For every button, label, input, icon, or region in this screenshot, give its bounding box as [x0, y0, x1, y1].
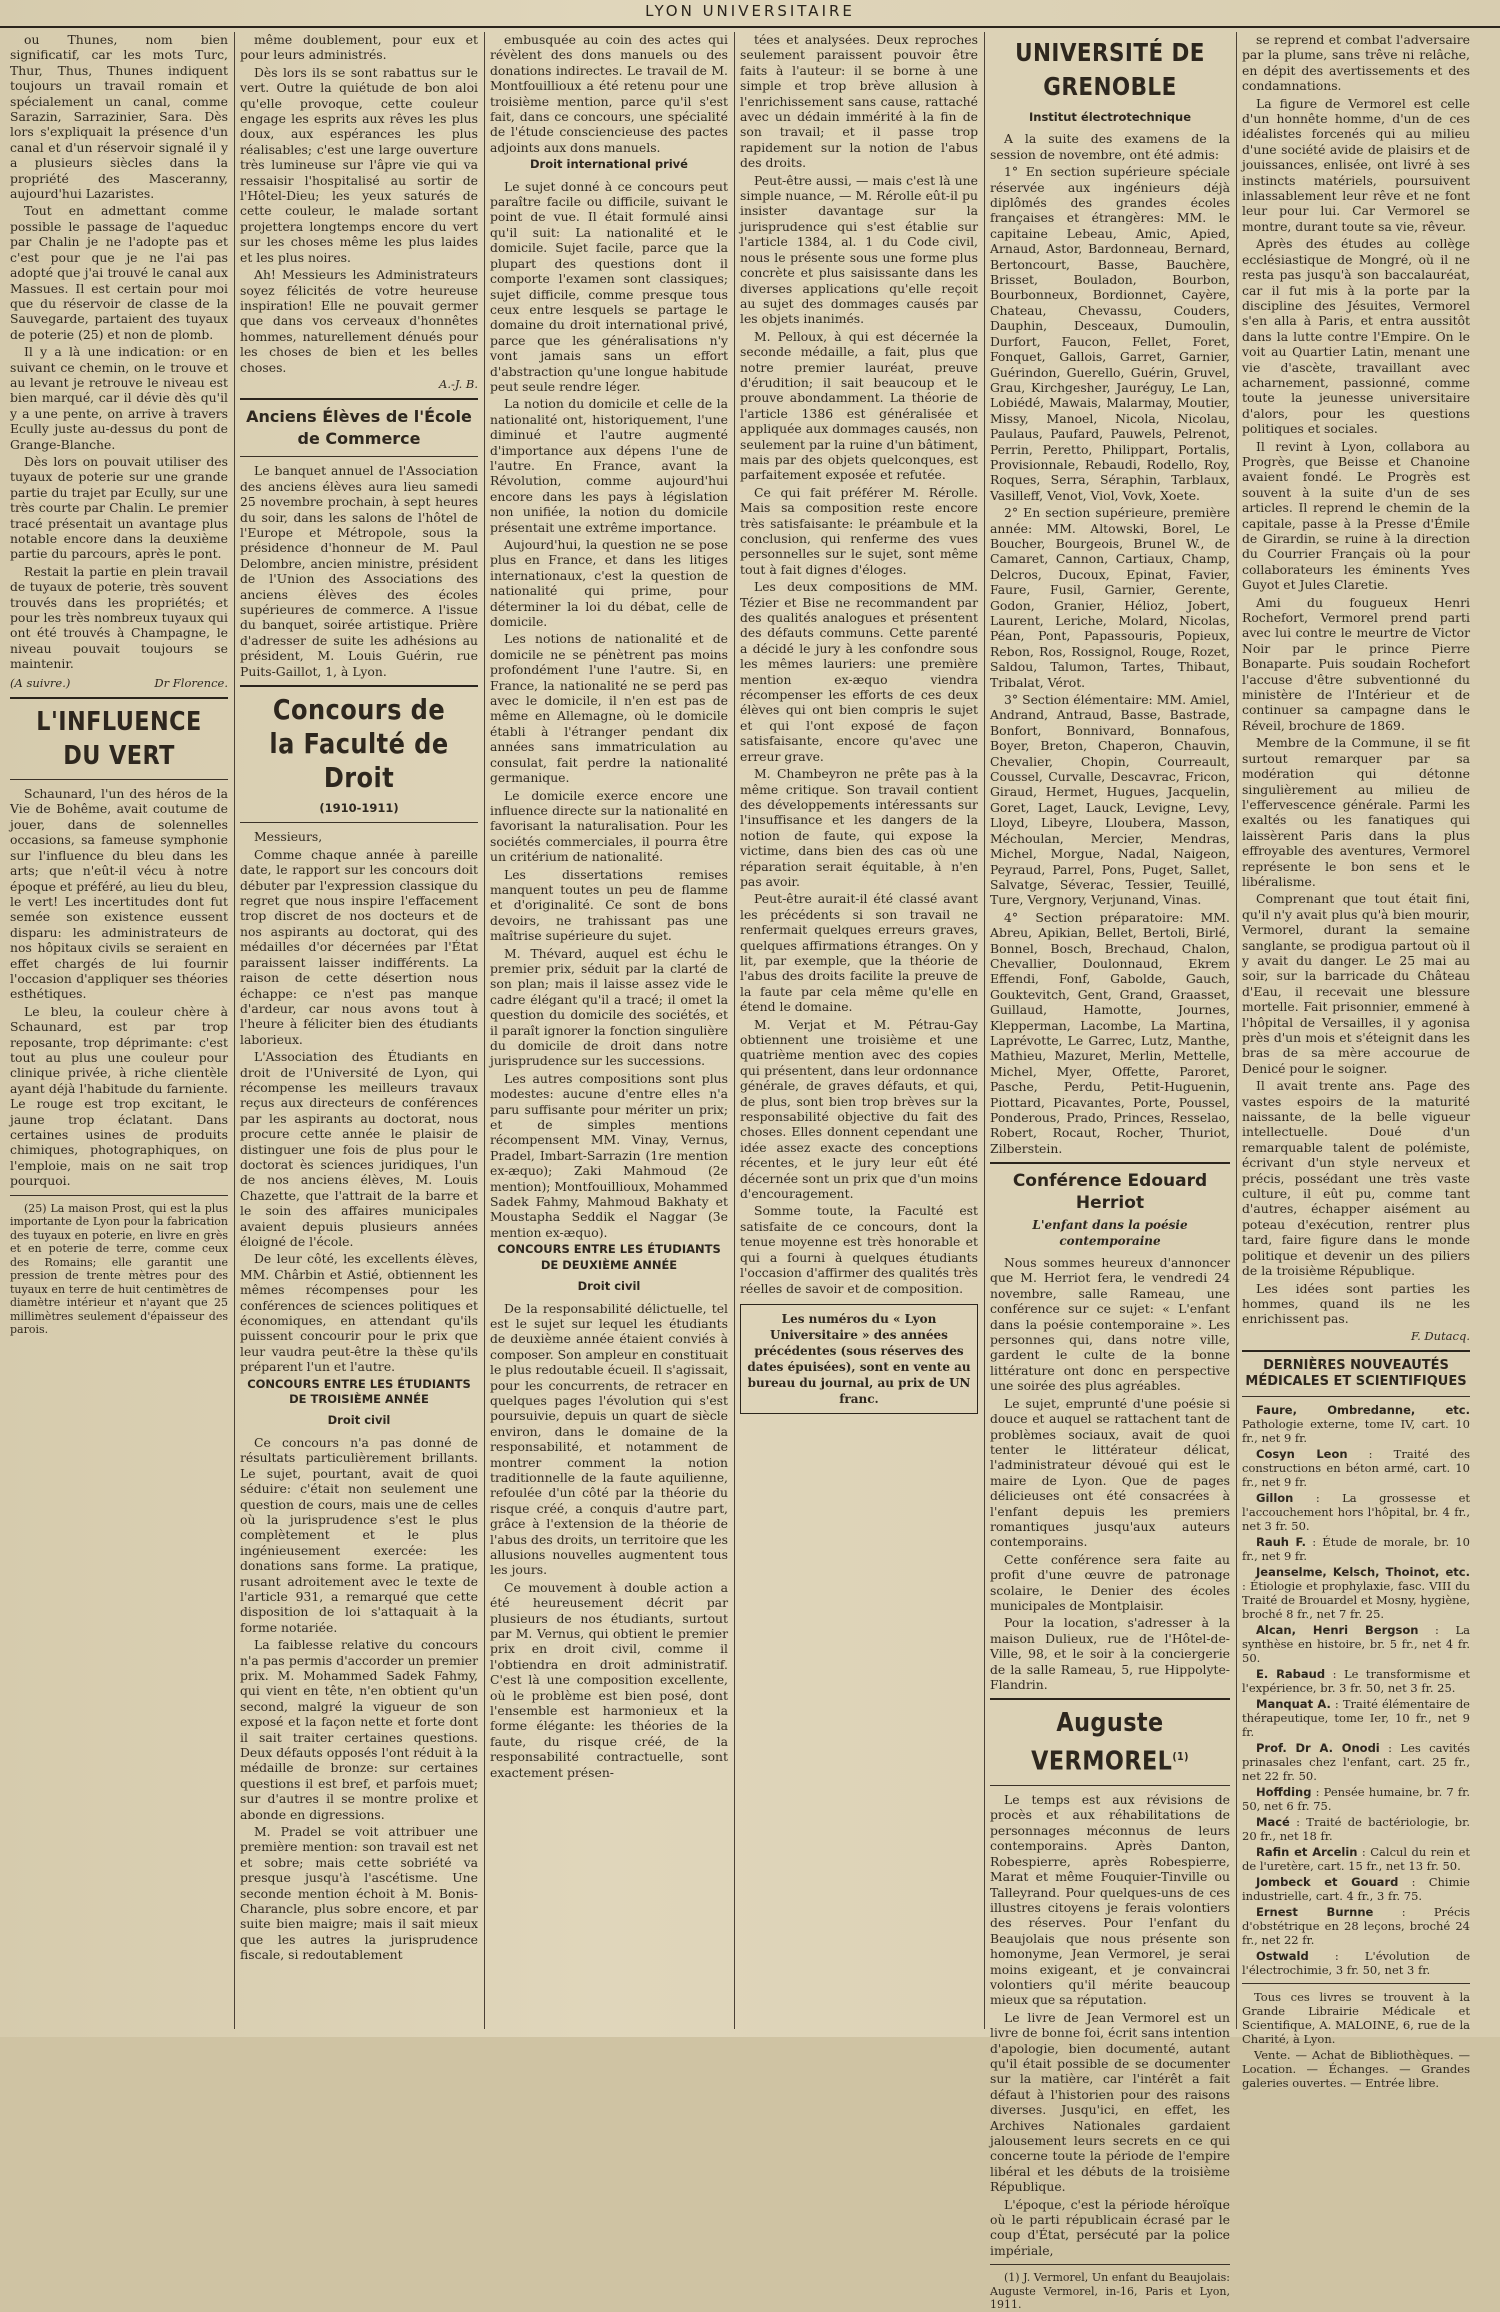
paragraph: Dès lors ils se sont rabattus sur le vert. Outre la quiétude de bon aloi qu'elle provoque, cette couleur engage les esprits aux rêves les plus doux, aux espérances les plus réalisables; c'est une large ouverture très lumineuse sur l'âpre vie qui va ressaisir l'hospitalisé au sortir de l'Hôtel-Dieu; les yeux saturés de cette couleur, le malade sortant projettera longtemps encore du vert sur les choses même les plus laides et les plus noires.	[240, 64, 478, 265]
paragraph: Le banquet annuel de l'Association des anciens élèves aura lieu samedi 25 novembre prochain, à sept heures du soir, dans les salons de l'hôtel de l'Europe et Métropole, sous la présidence d'honneur de M. Paul Delombre, ancien ministre, président de l'Union des Associations des anciens élèves des écoles supérieures de commerce. A l'issue du banquet, soirée artistique. Prière d'adresser de suite les adhésions au président, M. Louis Guérin, rue Puits-Gaillot, 1, à Lyon.	[240, 463, 478, 679]
book-entry	[1242, 1565, 1470, 1621]
paragraph: Les dissertations remises manquent toutes un peu de flamme et d'originalité. Ce sont de bons devoirs, ne trahissant pas une maîtrise supérieure du sujet.	[490, 866, 728, 944]
book-author: Jeanselme, Kelsch, Thoinot, etc.	[1256, 1565, 1470, 1580]
paragraph: Ce qui fait préférer M. Rérolle. Mais sa composition reste encore très satisfaisante: le préambule et la conclusion, qui renferme des vues personnelles sur le sujet, sont même tout à fait dignes d'éloges.	[740, 484, 978, 577]
signature: A.-J. B.	[439, 376, 478, 391]
section-heading: Droit international privé	[530, 157, 688, 172]
book-entry	[1242, 1491, 1470, 1533]
book-author: Gillon	[1256, 1491, 1294, 1506]
column-5	[990, 32, 1230, 2312]
section-subheading: Droit civil	[577, 1279, 641, 1294]
paragraph: ou Thunes, nom bien significatif, car les mots Turc, Thur, Thus, Thunes indiquent toujours un travail romain et spécialement un canal, comme Sarazin, Sarrazinier, Sara. Dès lors s'expliquait la présence d'un canal et d'un réservoir signalé il y a plusieurs siècles dans la propriété des Masceranny, aujourd'hui Lazaristes.	[10, 32, 228, 202]
paragraph: Le temps est aux révisions de procès et aux réhabilitations de personnages méconnus de leurs contemporains. Après Danton, Robespierre, après Robespierre, Marat et même Fouquier-Tinville ou Talleyrand. Pour quelques-uns de ces illustres citoyens je ferais volontiers des réserves. Pour l'enfant du Beaujolais que nous présente son homonyme, Jean Vermorel, je serai moins exigeant, et je convaincrai volontiers qu'il mérite beaucoup mieux que sa réputation.	[990, 1792, 1230, 2008]
book-entry	[1242, 1785, 1470, 1813]
paragraph: Comprenant que tout était fini, qu'il n'y avait plus qu'à bien mourir, Vermorel, durant la semaine sanglante, se prodigua partout où il y avait du danger. Le 25 mai au soir, sur la barricade du Château d'Eau, il recevait une blessure mortelle. Fait prisonnier, emmené à l'hôpital de Versailles, il y agonisa près d'un mois et s'éteignit dans les bras de sa mère accourue de Denicé pour le soigner.	[1242, 891, 1470, 1076]
book-details: : Le transformisme et l'expérience, br. 3 fr. 50, net 3 fr. 25.	[1242, 1667, 1470, 1696]
paragraph: Le sujet, emprunté d'une poésie si douce et auquel se rattachent tant de problèmes sociaux, avait de quoi tenter le littérateur délicat, l'administrateur dévoué qui est le maire de Lyon. Que de pages délicieuses ont été consacrées à l'enfant depuis les premiers romantiques jusqu'aux auteurs contemporains.	[990, 1395, 1230, 1550]
book-author: Hoffding	[1256, 1785, 1312, 1800]
years-subtitle: (1910-1911)	[319, 801, 399, 816]
book-entry	[1242, 1667, 1470, 1695]
paragraph: 4° Section préparatoire: MM. Abreu, Apikian, Bellet, Bertoli, Birlé, Bonnel, Bosch, Brechaud, Chalon, Chevallier, Doulonnaud, Ekrem Effendi, Fonf, Gabolde, Gauch, Gouktevitch, Gent, Grand, Graasset, Guillaud, Hamotte, Journes, Klepperman, Lacombe, La Martina, Laprévotte, Le Garrec, Lutz, Manthe, Mathieu, Mazuret, Merlin, Mettelle, Michel, Myer, Offette, Paroret, Pasche, Perdu, Petit-Huguenin, Piottard, Picavantes, Porte, Poussel, Ponderous, Prado, Princes, Resselao, Robert, Rocaut, Rocher, Thuriot, Zilberstein.	[990, 909, 1230, 1156]
paragraph: se reprend et combat l'adversaire par la plume, sans trêve ni relâche, en dépit des avertissements et des condamnations.	[1242, 32, 1470, 94]
book-author: Ostwald	[1256, 1949, 1309, 1964]
headline-influence-du-vert: L'INFLUENCE DU VERT	[36, 707, 202, 772]
bookshop-notice: Tous ces livres se trouvent à la Grande Librairie Médicale et Scientifique, A. MALOINE, 6, rue de la Charité, à Lyon.	[1242, 1990, 1470, 2047]
column-4	[740, 32, 978, 2031]
paragraph: 3° Section élémentaire: MM. Amiel, Andrand, Antraud, Basse, Bastrade, Bonfort, Bonnivard, Bonnafous, Boyer, Breton, Chaperon, Chauvin, Chevalier, Chopin, Courreault, Coussel, Curvalle, Descavrac, Fricon, Giraud, Hermet, Hugues, Jacquelin, Goret, Laget, Lauck, Levigne, Levy, Lloyd, Libeyre, Lloubera, Masson, Méchoulan, Mercier, Mendras, Michel, Morgue, Nadal, Naigeon, Peyraud, Parrel, Pons, Puget, Sallet, Salvatge, Séverac, Tessier, Teuillé, Ture, Vergnory, Verjunand, Vinas.	[990, 692, 1230, 908]
paragraph: 2° En section supérieure, première année: MM. Altowski, Borel, Le Boucher, Bourgeois, Brunel W., de Camaret, Cannon, Cartiaux, Champ, Delcros, Ducoux, Epinat, Favier, Faure, Fusil, Garnier, Gerente, Godon, Granier, Hélioz, Jobert, Laurent, Leriche, Molard, Nicolas, Péan, Pont, Papassouris, Popieux, Rebon, Ros, Rossignol, Rouge, Rozet, Saldou, Talumon, Tartes, Thibaut, Tribalat, Vérot.	[990, 505, 1230, 690]
book-entry	[1242, 1875, 1470, 1903]
paragraph: tées et analysées. Deux reproches seulement paraissent pouvoir être faits à l'auteur: il se borne à une simple et trop brève allusion à l'enrichissement sans cause, rattaché avec un dédain immérité à la fin de son travail; et il passe trop rapidement sur la notion de l'abus des droits.	[740, 32, 978, 171]
paragraph: Restait la partie en plein travail de tuyaux de poterie, très souvent trouvés dans les propriétés; et pour les très nombreux tuyaux qui ont été trouvés à Champagne, le niveau pouvait toujours se maintenir.	[10, 563, 228, 672]
book-details: : La synthèse en histoire, br. 5 fr., net 4 fr. 50.	[1242, 1623, 1470, 1666]
paragraph: A la suite des examens de la session de novembre, ont été admis:	[990, 131, 1230, 162]
column-1	[10, 32, 228, 2031]
paragraph: Les autres compositions sont plus modestes: aucune d'entre elles n'a paru suffisante pour mériter un prix; et de simples mentions récompensent MM. Vinay, Vernus, Pradel, Imbart-Sarrazin (1re mention ex-æquo); Zaki Mahmoud (2e mention); Montfouillioux, Mohammed Sadek Fahmy, Mahmoud Bakhaty et Moustapha Seddik el Naggar (3e mention ex-æquo).	[490, 1070, 728, 1240]
paragraph: L'époque, c'est la période héroïque où le parti républicain écrasé par le coup d'État, persécuté par la police impériale,	[990, 2196, 1230, 2258]
footnote: (25) La maison Prost, qui est la plus importante de Lyon pour la fabrication des tuyaux en poterie, en livre en grès et en poterie de terre, comme ceux des Romains; elle garantit une pression de trente mètres pour des tuyaux en terre de huit centimètres de diamètre intérieur et n'ayant que 25 millimètres seulement d'épaisseur des parois.	[10, 1201, 228, 1337]
paragraph: L'Association des Étudiants en droit de l'Université de Lyon, qui récompense les meilleurs travaux reçus aux directeurs de conférences par les aspirants au doctorat, nous procure cette année le plaisir de distinguer une fois de plus pour le doctorat ès sciences juridiques, l'un de nos anciens élèves, M. Louis Chazette, que l'attrait de la barre et le soin des affaires municipales avaient depuis plusieurs années éloigné de l'école.	[240, 1049, 478, 1249]
paragraph: Peut-être aurait-il été classé avant les précédents si son travail ne renfermait quelques erreurs graves, quelques affirmations étranges. On y lit, par exemple, que la théorie de l'abus des droits facilite la preuve de la faute par cela même qu'elle en étend le domaine.	[740, 891, 978, 1015]
book-entry	[1242, 1697, 1470, 1739]
book-entry	[1242, 1447, 1470, 1489]
section-heading: CONCOURS ENTRE LES ÉTUDIANTS DE TROISIÈME ANNÉE	[247, 1376, 471, 1407]
paragraph: Membre de la Commune, il se fit surtout remarquer par sa modération qui détonne singulièrement au milieu de l'effervescence générale. Parmi les exaltés ou les fanatiques qui laissèrent Paris dans la plus effroyable des aventures, Vermorel représente le bon sens et le libéralisme.	[1242, 735, 1470, 889]
book-author: Alcan, Henri Bergson	[1256, 1623, 1419, 1638]
paragraph: Il avait trente ans. Page des vastes espoirs de la maturité naissante, de la belle vigueur intellectuelle. Doué d'un remarquable talent de polémiste, écrivant d'un style nerveux et précis, possédant une très vaste culture, il eût pu, comme tant d'autres, échapper aisément au poteau d'exécution, rentrer plus tard, faire figure dans le monde politique et devenir un des piliers de la troisième République.	[1242, 1078, 1470, 1279]
column-6	[1242, 32, 1471, 2091]
book-details: : Les cavités prinasales chez l'enfant, cart. 25 fr., net 22 fr. 50.	[1242, 1741, 1470, 1784]
to-be-continued: (A suivre.)	[10, 675, 71, 690]
paragraph: Ce concours n'a pas donné de résultats particulièrement brillants. Le sujet, pourtant, avait de quoi séduire: c'était non seulement une question de cours, mais une de celles où la jurisprudence s'est le plus complètement et le plus ingénieusement exercée: les donations sans forme. La pratique, rusant adroitement avec le texte de l'article 931, a remarqué que cette disposition de loi s'attaquait à la forme notariée.	[240, 1434, 478, 1635]
book-entry	[1242, 1905, 1470, 1947]
book-author: Rauh F.	[1256, 1535, 1307, 1550]
book-author: Ernest Burnne	[1256, 1905, 1374, 1920]
paragraph: Comme chaque année à pareille date, le rapport sur les concours doit débuter par l'expression classique du regret que nous inspire l'effacement trop discret de nos docteurs et de nos aspirants au doctorat, qui des médailles d'or décernées par l'État paraissent laisser indifférents. La raison de cette désertion nous échappe: ce n'est pas manque d'ardeur, car nous avons tout à l'heure à féliciter bien des étudiants laborieux.	[240, 846, 478, 1047]
paragraph: Somme toute, la Faculté est satisfaite de ce concours, dont la tenue moyenne est très honorable et qui a fourni à quelques étudiants l'occasion d'affirmer des qualités très réelles de savoir et de composition.	[740, 1203, 978, 1296]
paragraph: Le domicile exerce encore une influence directe sur la nationalité en favorisant la naturalisation. Pour les sociétés commerciales, il pourra être un critérium de nationalité.	[490, 787, 728, 865]
paragraph: De leur côté, les excellents élèves, MM. Chârbin et Astié, obtiennent les mêmes récompenses pour les conférences de sciences politiques et économiques, en attendant qu'ils puissent concourir pour le prix que leur vaudra peut-être la thèse qu'ils préparent l'un et l'autre.	[240, 1251, 478, 1375]
signature: F. Dutacq.	[1410, 1328, 1470, 1343]
section-heading: Institut électrotechnique	[1028, 110, 1191, 124]
paragraph: La notion du domicile et celle de la nationalité ont, historiquement, l'une diminué et l'autre augmenté d'importance aux dépens l'une de l'autre. En France, avant la Révolution, comme aujourd'hui encore dans les pays à législation non unifiée, la notion du domicile présentait une extrême importance.	[490, 396, 728, 535]
book-details: : Chimie industrielle, cart. 4 fr., 3 fr. 75.	[1242, 1875, 1470, 1904]
book-entry	[1242, 1741, 1470, 1783]
paragraph: M. Verjat et M. Pétrau-Gay obtiennent une troisième et une quatrième mention avec des copies qui présentent, dans leur ordonnance générale, de graves défauts, et qui, de plus, sont bien trop brèves sur la responsabilité objective du fait des choses. Elles donnent cependant une idée assez exacte des conceptions récentes, et le jury leur eût été décernée sont un prix que d'un moins d'encouragement.	[740, 1016, 978, 1202]
signature: Dr Florence.	[154, 675, 228, 690]
section-heading: CONCOURS ENTRE LES ÉTUDIANTS DE DEUXIÈME ANNÉE	[497, 1242, 721, 1272]
book-details: : Traité des constructions en béton armé, cart. 10 fr., net 9 fr.	[1242, 1447, 1470, 1490]
book-entry	[1242, 1623, 1470, 1665]
book-details: : Étude de morale, br. 10 fr., net 9 fr.	[1242, 1535, 1470, 1564]
book-details: : La grossesse et l'accouchement hors l'hôpital, br. 4 fr., net 3 fr. 50.	[1242, 1491, 1470, 1534]
book-entry	[1242, 1815, 1470, 1843]
paragraph: Pour la location, s'adresser à la maison Dulieux, rue de l'Hôtel-de-Ville, 98, et le soir à la conciergerie de la salle Rameau, 5, rue Hippolyte-Flandrin.	[990, 1615, 1230, 1692]
paragraph: Peut-être aussi, — mais c'est là une simple nuance, — M. Rérolle eût-il pu insister davantage sur la jurisprudence qui s'est établie sur l'article 1384, al. 1 du Code civil, nous le présente sous une forme plus concrète et plus saisissante dans les diverses applications qu'elle reçoit au sujet des dommages causés par les objets inanimés.	[740, 172, 978, 327]
book-author: Jombeck et Gouard	[1256, 1875, 1399, 1890]
book-details: : Pensée humaine, br. 7 fr. 50, net 6 fr. 75.	[1242, 1785, 1470, 1814]
masthead: LYON UNIVERSITAIRE	[0, 0, 1500, 28]
headline-auguste-vermorel	[1007, 1706, 1213, 1779]
paragraph: La figure de Vermorel est celle d'un honnête homme, d'un de ces idéalistes forcenés qui au milieu d'une société avide de plaisirs et de jouissances, enlisée, ont livré à ses instincts matériels, poursuivent inlassablement leur rêve et ne font leur pour lui. Car Vermorel se montre, durant toute sa vie, rêveur.	[1242, 95, 1470, 234]
conference-subtitle: L'enfant dans la poésie contemporaine	[1032, 1218, 1188, 1248]
headline-text: Auguste VERMOREL	[1031, 1708, 1173, 1778]
paragraph: M. Pradel se voit attribuer une première mention: son travail est net et sobre; mais cette sobriété va presque jusqu'à l'ascétisme. Une seconde mention échoit à M. Bonis-Charancle, plus sobre encore, et par suite bien maigre; mais il sait mieux que les autres la jurisprudence fiscale, si redoutablement	[240, 1824, 478, 1963]
paragraph: Le livre de Jean Vermorel est un livre de bonne foi, écrit sans intention d'apologie, bien documenté, autant qu'il était possible de se documenter sur la matière, car l'intérêt a fait défaut à l'historien pour des raisons diverses. Jusqu'ici, en effet, les Archives Nationales gardaient jalousement leurs secrets en ce qui concerne toute la période de l'empire libéral et les débuts de la troisième République.	[990, 2009, 1230, 2195]
book-details: : Étiologie et prophylaxie, fasc. VIII du Traité de Brouardel et Mosny, hygiène, broché 8 fr., net 7 fr. 25.	[1242, 1579, 1470, 1622]
book-details: Pathologie externe, tome IV, cart. 10 fr., net 9 fr.	[1242, 1417, 1470, 1446]
paragraph: Tout en admettant comme possible le passage de l'aqueduc par Chalin je ne l'adopte pas et c'est pour que je ne l'ai pas adopté que j'ai trouvé le canal aux Massues. Il est certain pour moi que du réservoir de classe de la Sauvegarde, partaient des tuyaux de poterie (25) et non de plomb.	[10, 203, 228, 342]
paragraph: Ce mouvement à double action a été heureusement décrit par plusieurs de nos étudiants, surtout par M. Vernus, qui obtient le premier prix en droit civil, comme il l'obtiendra en droit administratif. C'est là une composition excellente, où le problème est bien posé, dont l'ensemble est harmonieux et la forme élégante: les théories de la faute, du risque créé, de la responsabilité contractuelle, sont exactement présen-	[490, 1579, 728, 1780]
headline-conference-herriot: Conférence Edouard Herriot	[1012, 1171, 1208, 1214]
book-author: Manquat A.	[1256, 1697, 1331, 1712]
book-entry	[1242, 1403, 1470, 1445]
paragraph: De la responsabilité délictuelle, tel est le sujet sur lequel les étudiants de deuxième année étaient conviés à composer. Son ampleur en constituait le plus redoutable écueil. Il s'agissait, pour les concurrents, de retracer en quelques pages l'évolution qui s'est poursuivie, depuis un quart de siècle environ, dans le domaine de la responsabilité, et notamment de montrer comment la notion traditionnelle de la faute aquilienne, refoulée d'un côté par la théorie du risque créé, a conquis d'autre part, grâce à l'extension de la théorie de l'abus des droits, un territoire que les allusions nouvelles augmentent tous les jours.	[490, 1300, 728, 1578]
paragraph: M. Pelloux, à qui est décernée la seconde médaille, a fait, plus que notre premier lauréat, preuve d'érudition; il sait beaucoup et le prouve abondamment. La théorie de l'article 1386 est généralisée et appliquée aux dommages causés, non seulement par la ruine d'un bâtiment, mais par des objets quelconques, est parfaitement exposée et refutée.	[740, 328, 979, 483]
book-author: Rafin et Arcelin	[1256, 1845, 1358, 1860]
book-list	[1242, 1403, 1470, 1977]
headline-concours-faculte-droit: Concours de la Faculté de Droit	[269, 693, 449, 795]
book-entry	[1242, 1535, 1470, 1563]
headline-universite-grenoble: UNIVERSITÉ DE GRENOBLE	[1015, 38, 1205, 101]
paragraph: 1° En section supérieure spéciale réservée aux ingénieurs déjà diplômés des grandes écoles françaises et étrangères: MM. le capitaine Lebeau, Amic, Apied, Arnaud, Astor, Bardonneau, Bernard, Bertoncourt, Basse, Bauchère, Brisset, Bouladon, Bourbon, Bourbonneux, Bordionnet, Cayère, Chateau, Chevassu, Couders, Dauphin, Desceaux, Dumoulin, Durfort, Faucon, Fellet, Foret, Fonquet, Gallois, Garret, Garnier, Guérindon, Guerello, Guérin, Gruvel, Grau, Kirchgesher, Jauréguy, Le Lan, Lobiédé, Mawais, Malarmay, Moutier, Missy, Manoel, Nicola, Nicolau, Paulaus, Paufard, Pauwels, Pelrenot, Perrin, Peretto, Philippart, Portalis, Provisionnale, Rebaudi, Rodello, Roy, Roques, Serra, Séraphin, Tarblaux, Vasilleff, Venot, Viol, Vovk, Xoete.	[990, 164, 1230, 503]
book-author: Prof. Dr A. Onodi	[1256, 1741, 1380, 1756]
book-author: Cosyn Leon	[1256, 1447, 1348, 1462]
paragraph: Le sujet donné à ce concours peut paraître facile ou difficile, suivant le point de vue. Il était formulé ainsi qu'il suit: La nationalité et le domicile. Sujet facile, parce que la plupart des questions dont il comporte l'examen sont classiques; sujet difficile, comme presque tous ceux entre lesquels se partage le domaine du droit international privé, parce que les généralisations n'y vont jamais sans un effort d'abstraction qu'une longue habitude peut seule rendre léger.	[490, 178, 728, 394]
book-details: : Précis d'obstétrique en 28 leçons, broché 24 fr., net 22 fr.	[1242, 1905, 1470, 1948]
book-author: Faure, Ombredanne, etc.	[1256, 1403, 1470, 1418]
paragraph: Cette conférence sera faite au profit d'une œuvre de patronage scolaire, le Denier des écoles municipales de Montplaisir.	[990, 1551, 1230, 1613]
book-details: : Traité de bactériologie, br. 20 fr., net 18 fr.	[1242, 1815, 1470, 1844]
paragraph: même doublement, pour eux et pour leurs administrés.	[240, 32, 478, 63]
back-issues-notice: Les numéros du « Lyon Universitaire » des années précédentes (sous réserves des dates épuisées), sont en vente au bureau du journal, au prix de UN franc.	[740, 1304, 978, 1414]
bookshop-services: Vente. — Achat de Bibliothèques. — Location. — Échanges. — Grandes galeries ouvertes. — Entrée libre.	[1242, 2048, 1470, 2091]
paragraph: embusquée au coin des actes qui révèlent des dons manuels ou des donations indirectes. Le travail de M. Montfouillioux a été retenu pour une troisième mention, parce qu'il s'est fait, dans ce concours, une spécialité de l'étude consciencieuse des pactes adjoints aux dons manuels.	[490, 32, 728, 155]
paragraph: M. Thévard, auquel est échu le premier prix, séduit par la clarté de son plan; mais il laisse assez vide le cadre élégant qu'il a tracé; il omet la question du domicile des sociétés, et il paraît ignorer la fonction singulière du domicile de droit dans notre jurisprudence sur les successions.	[490, 945, 728, 1069]
column-2	[240, 32, 478, 2031]
headline-nouveautes-medicales: DERNIÈRES NOUVEAUTÉS MÉDICALES ET SCIENTIFIQUES	[1245, 1358, 1467, 1390]
paragraph: Les notions de nationalité et de domicile ne se pénètrent pas moins profondément l'une l'autre. Si, en France, la nationalité ne se perd pas avec le domicile, il n'en est pas de même en Allemagne, où le domicile établi à l'étranger pendant dix années sans immatriculation au consulat, fait perdre la nationalité germanique.	[490, 631, 728, 786]
paragraph: Il revint à Lyon, collabora au Progrès, que Beisse et Chanoine avaient fondé. Le Progrès est souvent à la suite d'un de ses articles. Il reprend le chemin de la capitale, passe à la Presse d'Émile de Girardin, se ruine à la direction du Courrier Français où la pour collaborateurs les éminents Yves Guyot et Jules Claretie.	[1242, 438, 1470, 593]
paragraph: Nous sommes heureux d'annoncer que M. Herriot fera, le vendredi 24 novembre, salle Rameau, une conférence sur ce sujet: « L'enfant dans la poésie contemporaine ». Les personnes qui, dans notre ville, gardent le culte de la bonne littérature ont donc en perspective une soirée des plus agréables.	[990, 1255, 1230, 1394]
section-subheading: Droit civil	[327, 1413, 391, 1428]
paragraph: Dès lors on pouvait utiliser des tuyaux de poterie sur une grande partie du trajet par Ecully, sur une très courte par Chalin. Le premier tracé présentait un avantage plus notable encore dans la deuxième partie du parcours, après le pont.	[10, 453, 228, 562]
column-3	[490, 32, 728, 2031]
paragraph: Les deux compositions de MM. Tézier et Bise ne recommandent par des qualités analogues et présentent des défauts communs. Cette parenté a décidé le jury à les confondre sous les mêmes lauriers: une première mention ex-æquo viendra récompenser les efforts de ces deux élèves qui ont bien compris le sujet et qui l'ont exposé de façon satisfaisante, encore qu'avec une erreur grave.	[740, 579, 978, 764]
paragraph: Après des études au collège ecclésiastique de Mongré, où il ne resta pas jusqu'à son baccalauréat, car il fut mis à la porte par la discipline des Jésuites, Vermorel s'en alla à Paris, et entra aussitôt dans la lutte contre l'Empire. On le voit au Quartier Latin, menant une vie d'ascète, travaillant avec acharnement, passionné, comme toute la jeunesse universitaire d'alors, pour les questions politiques et sociales.	[1242, 236, 1470, 437]
book-author: E. Rabaud	[1256, 1667, 1326, 1682]
paragraph: Ah! Messieurs les Administrateurs soyez félicités de votre heureuse inspiration! Elle ne pouvait germer que dans vos cerveaux d'honnêtes hommes, naturellement dénués pour les choses de bien et les belles choses.	[240, 267, 478, 375]
book-details: : Traité élémentaire de thérapeutique, tome Ier, 10 fr., net 9 fr.	[1242, 1697, 1470, 1740]
paragraph: Aujourd'hui, la question ne se pose plus en France, et dans les litiges internationaux, c'est la question de nationalité qui prime, pour déterminer la loi du débat, celle de domicile.	[490, 537, 728, 630]
paragraph: M. Chambeyron ne prête pas à la même critique. Son travail contient des développements intéressants sur l'insuffisance et les dangers de la notion de faute, qui expose la victime, dans bien des cas où une réparation serait équitable, à n'en pas avoir.	[740, 766, 978, 889]
book-entry	[1242, 1845, 1470, 1873]
paragraph: Ami du fougueux Henri Rochefort, Vermorel prend parti avec lui contre le meurtre de Victor Noir par le prince Pierre Bonaparte. Puis soudain Rochefort l'accuse d'être subventionné du ministère de l'Intérieur et de continuer sa campagne dans le Réveil, brochure de 1869.	[1242, 594, 1470, 733]
book-details: : Calcul du rein et de l'uretère, cart. 15 fr., net 13 fr. 50.	[1242, 1845, 1471, 1874]
paragraph: Les idées sont parties les hommes, quand ils ne les enrichissent pas.	[1242, 1280, 1470, 1327]
book-author: Macé	[1256, 1815, 1290, 1830]
footnote: (1) J. Vermorel, Un enfant du Beaujolais: Auguste Vermorel, in-16, Paris et Lyon, 1911.	[990, 2271, 1230, 2312]
paragraph: La faiblesse relative du concours n'a pas permis d'accorder un premier prix. M. Mohammed Sadek Fahmy, qui vient en tête, n'en obtient qu'un second, malgré la vigueur de son exposé et la façon nette et forte dont il sait traiter certaines questions. Deux défauts opposés l'ont réduit à la médaille de bronze: sur certaines questions il est bref, et parfois muet; sur d'autres il se montre prolixe et abonde en digressions.	[240, 1637, 478, 1822]
footnote-ref: (1)	[1172, 1750, 1189, 1764]
headline-anciens-eleves: Anciens Élèves de l'École de Commerce	[246, 407, 472, 449]
book-details: : L'évolution de l'électrochimie, 3 fr. 50, net 3 fr.	[1242, 1949, 1470, 1978]
paragraph: Le bleu, la couleur chère à Schaunard, est par trop reposante, trop déprimante: c'est tout au plus une couleur pour clinique privée, à riche clientèle ayant déjà l'habitude du farniente. Le rouge est trop excitant, le jaune trop éclatant. Dans certaines usines de produits chimiques, photographiques, on l'emploie, mais on ne sait trop pourquoi.	[10, 1003, 228, 1189]
paragraph: Schaunard, l'un des héros de la Vie de Bohême, avait coutume de jouer, dans de solennelles occasions, sa fameuse symphonie sur l'influence du bleu dans les arts; que n'eût-il vécu à notre époque et préféré, au lieu du bleu, le vert! Les incertitudes dont fut semée son existence eussent disparu: les administrateurs de nos hôpitaux civils se seraient en effet chargés de lui fournir l'occasion d'appliquer ses théories esthétiques.	[10, 786, 228, 1002]
book-entry	[1242, 1949, 1470, 1977]
paragraph: Il y a là une indication: or en suivant ce chemin, on le trouve et au levant je retrouve le niveau est bien marqué, car il dévie dès qu'il y a une pente, on arrive à travers Ecully juste au-dessus du pont de Grange-Blanche.	[10, 344, 228, 452]
paragraph: Messieurs,	[254, 829, 323, 845]
